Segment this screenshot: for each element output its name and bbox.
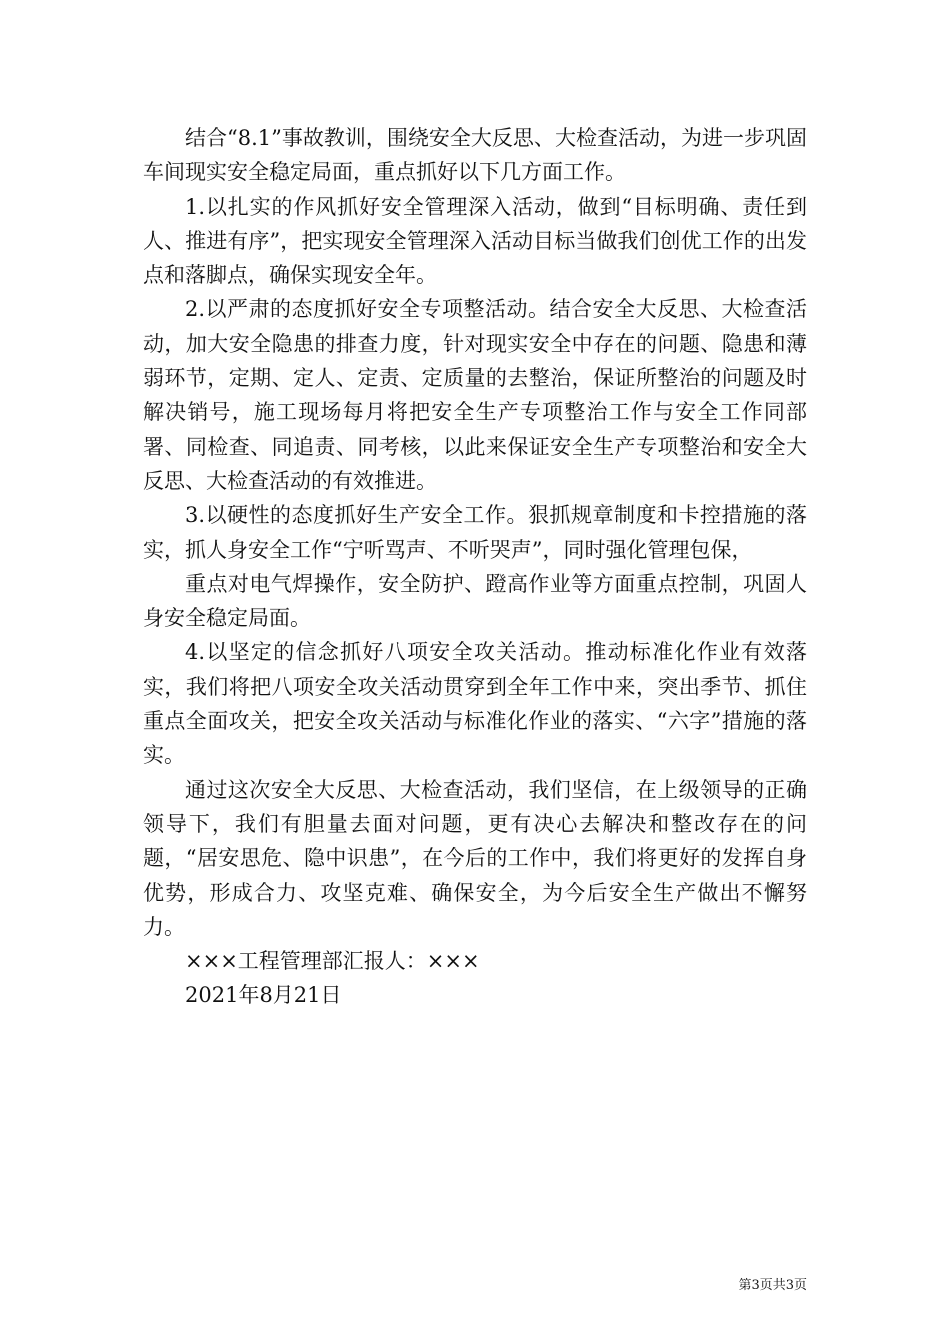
- signature-line: ×××工程管理部汇报人：×××: [185, 949, 480, 974]
- item-3-paragraph: 3.以硬性的态度抓好生产安全工作。狠抓规章制度和卡控措施的落实，抓人身安全工作“宁听骂声、不听哭声”，同时强化管理包保，: [143, 503, 807, 562]
- document-body: [143, 121, 807, 1013]
- item-2-paragraph: 2.以严肃的态度抓好安全专项整活动。结合安全大反思、大检查活动，加大安全隐患的排查力度，针对现实安全中存在的问题、隐患和薄弱环节，定期、定人、定责、定质量的去整治，保证所整治的问题及时解决销号，施工现场每月将把安全生产专项整治工作与安全工作同部署、同检查、同追责、同考核，以此来保证安全生产专项整治和安全大反思、大检查活动的有效推进。: [143, 297, 807, 493]
- item-4-paragraph: 4.以坚定的信念抓好八项安全攻关活动。推动标准化作业有效落实，我们将把八项安全攻关活动贯穿到全年工作中来，突出季节、抓住重点全面攻关，把安全攻关活动与标准化作业的落实、“六字”措施的落实。: [143, 640, 807, 768]
- conclusion-paragraph: 通过这次安全大反思、大检查活动，我们坚信，在上级领导的正确领导下，我们有胆量去面对问题，更有决心去解决和整改存在的问题，“居安思危、隐中识患”，在今后的工作中，我们将更好的发挥自身优势，形成合力、攻坚克难、确保安全，为今后安全生产做出不懈努力。: [143, 777, 807, 939]
- date-line: 2021年8月21日: [185, 983, 342, 1008]
- item-3-continuation-paragraph: 重点对电气焊操作，安全防护、蹬高作业等方面重点控制，巩固人身安全稳定局面。: [143, 571, 807, 631]
- item-1-paragraph: 1.以扎实的作风抓好安全管理深入活动，做到“目标明确、责任到人、推进有序”，把实现安全管理深入活动目标当做我们创优工作的出发点和落脚点，确保实现安全年。: [143, 194, 807, 288]
- intro-paragraph: 结合“8.1”事故教训，围绕安全大反思、大检查活动，为进一步巩固车间现实安全稳定局面，重点抓好以下几方面工作。: [143, 126, 807, 185]
- page-number-footer: 第3页共3页: [738, 1278, 807, 1293]
